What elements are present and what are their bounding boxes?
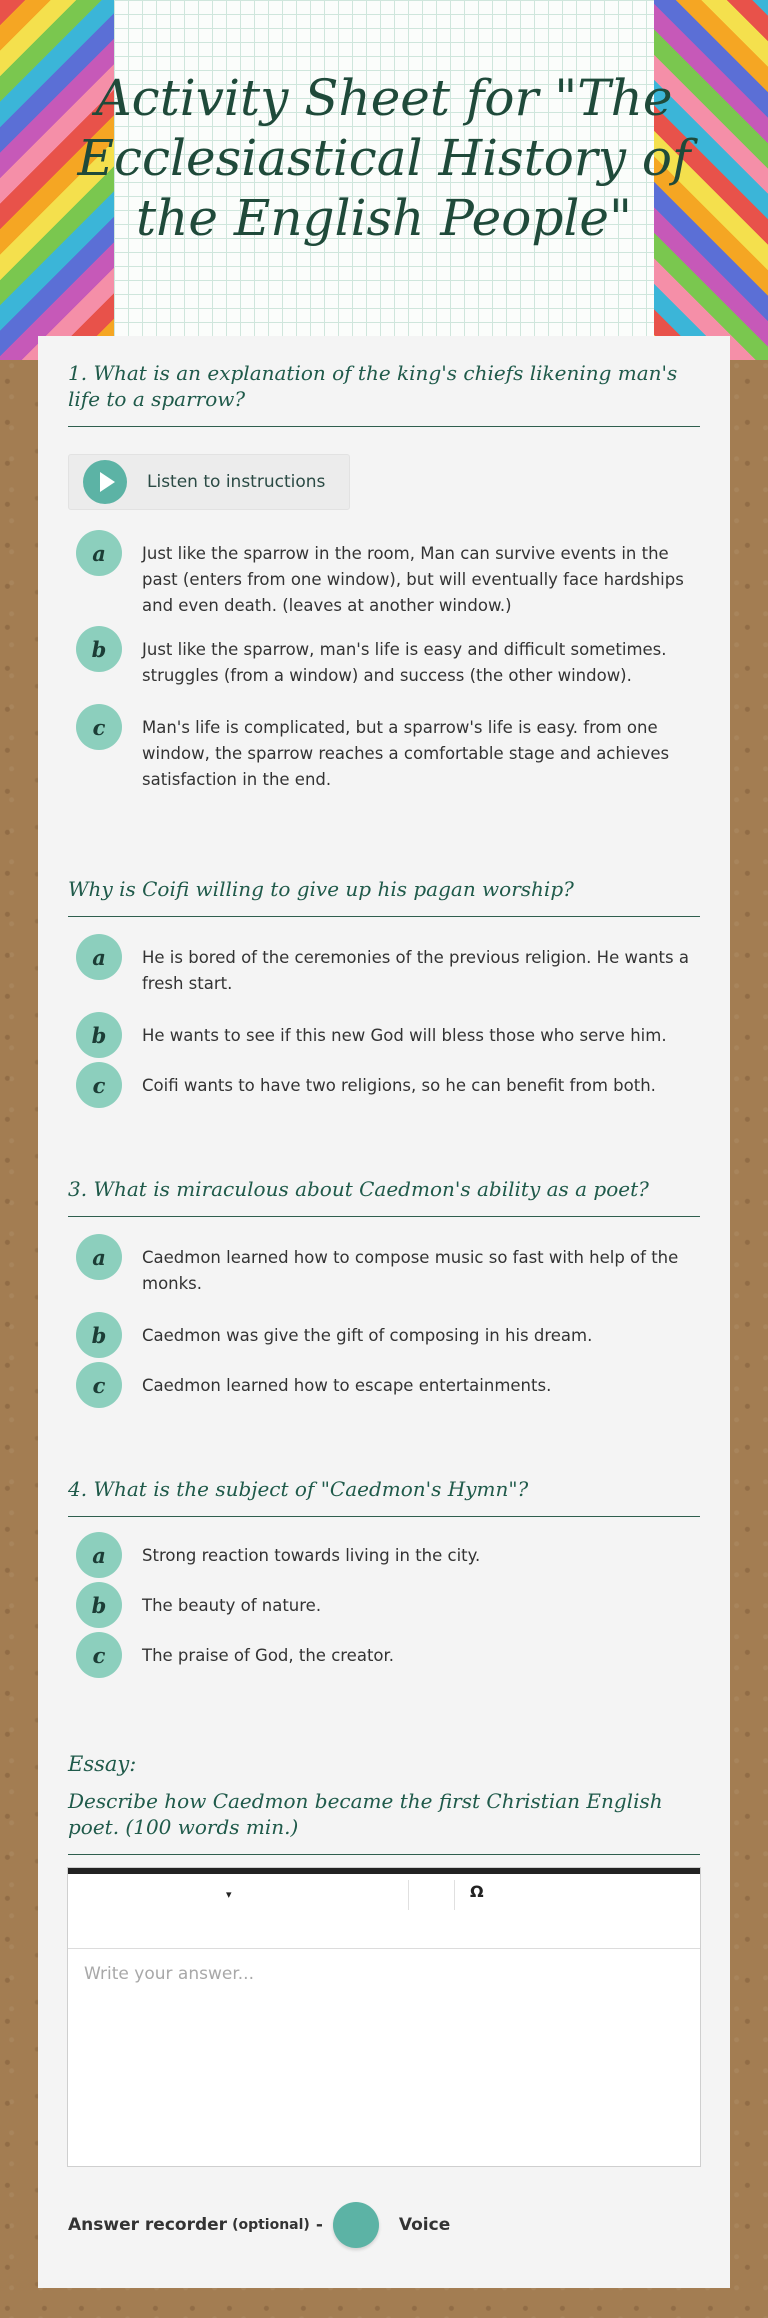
option-text: Strong reaction towards living in the city.	[142, 1546, 481, 1565]
record-voice-button[interactable]	[333, 2202, 379, 2248]
toolbar-divider	[454, 1880, 455, 1910]
option-letter-badge: b	[76, 1582, 122, 1628]
answer-recorder-optional: (optional)	[232, 2217, 310, 2233]
essay-editor[interactable]	[67, 1867, 701, 2167]
question-1-option-a[interactable]	[76, 530, 696, 619]
answer-recorder-label: Answer recorder	[68, 2215, 228, 2235]
option-letter-badge: c	[76, 1632, 122, 1678]
option-text: Caedmon learned how to compose music so fast with help of the monks.	[142, 1248, 679, 1293]
option-letter-badge: c	[76, 704, 122, 750]
voice-label: Voice	[398, 2215, 451, 2235]
question-4-heading: 4. What is the subject of "Caedmon's Hymn"?	[68, 1476, 700, 1517]
play-icon	[83, 460, 127, 504]
worksheet-card	[38, 336, 730, 2288]
question-2-option-c[interactable]	[76, 1062, 696, 1108]
option-letter-badge: a	[76, 934, 122, 980]
question-1-option-b[interactable]	[76, 626, 696, 689]
option-letter-badge: c	[76, 1362, 122, 1408]
question-3-option-c[interactable]	[76, 1362, 696, 1408]
option-letter-badge: c	[76, 1062, 122, 1108]
question-3-option-a[interactable]	[76, 1234, 696, 1297]
essay-prompt-heading: Describe how Caedmon became the first Christian English poet. (100 words min.)	[68, 1788, 700, 1855]
listen-instructions-label: Listen to instructions	[147, 472, 326, 492]
question-2-option-b[interactable]	[76, 1012, 696, 1058]
format-dropdown-arrow-icon[interactable]: ▾	[226, 1888, 232, 1901]
option-text: He wants to see if this new God will bless those who serve him.	[142, 1026, 667, 1045]
answer-textarea-placeholder[interactable]: Write your answer...	[84, 1964, 254, 1984]
option-text: Just like the sparrow, man's life is easy and difficult sometimes. struggles (from a window) and success (the other window).	[142, 640, 667, 685]
option-letter-badge: b	[76, 1312, 122, 1358]
option-letter-badge: a	[76, 1532, 122, 1578]
listen-instructions-button[interactable]	[68, 454, 350, 510]
option-letter-badge: a	[76, 530, 122, 576]
special-character-icon[interactable]: Ω	[470, 1882, 484, 1901]
answer-recorder-dash: -	[315, 2215, 323, 2235]
answer-recorder	[68, 2202, 450, 2248]
editor-toolbar	[68, 1874, 700, 1949]
question-2-option-a[interactable]	[76, 934, 696, 997]
option-text: Caedmon was give the gift of composing in his dream.	[142, 1326, 593, 1345]
option-text: Caedmon learned how to escape entertainments.	[142, 1376, 552, 1395]
question-1-heading: 1. What is an explanation of the king's chiefs likening man's life to a sparrow?	[68, 360, 700, 427]
option-text: Coifi wants to have two religions, so he can benefit from both.	[142, 1076, 656, 1095]
page-title: Activity Sheet for "The Ecclesiastical History of the English People"	[77, 69, 691, 247]
option-text: The praise of God, the creator.	[142, 1646, 395, 1665]
essay-label: Essay:	[68, 1752, 137, 1776]
question-3-option-b[interactable]	[76, 1312, 696, 1358]
option-letter-badge: b	[76, 626, 122, 672]
option-text: Just like the sparrow in the room, Man can survive events in the past (enters from one window), but will eventually face hardships and even death. (leaves at another window.)	[142, 544, 684, 615]
option-text: The beauty of nature.	[142, 1596, 322, 1615]
header-banner	[0, 0, 768, 360]
question-3-heading: 3. What is miraculous about Caedmon's ability as a poet?	[68, 1176, 700, 1217]
option-letter-badge: a	[76, 1234, 122, 1280]
toolbar-divider	[408, 1880, 409, 1910]
question-4-option-a[interactable]	[76, 1532, 696, 1578]
option-text: He is bored of the ceremonies of the previous religion. He wants a fresh start.	[142, 948, 689, 993]
option-text: Man's life is complicated, but a sparrow's life is easy. from one window, the sparrow reaches a comfortable stage and achieves satisfaction in the end.	[142, 718, 670, 789]
question-2-heading: Why is Coifi willing to give up his pagan worship?	[68, 876, 700, 917]
option-letter-badge: b	[76, 1012, 122, 1058]
question-4-option-c[interactable]	[76, 1632, 696, 1678]
question-4-option-b[interactable]	[76, 1582, 696, 1628]
question-1-option-c[interactable]	[76, 704, 696, 793]
